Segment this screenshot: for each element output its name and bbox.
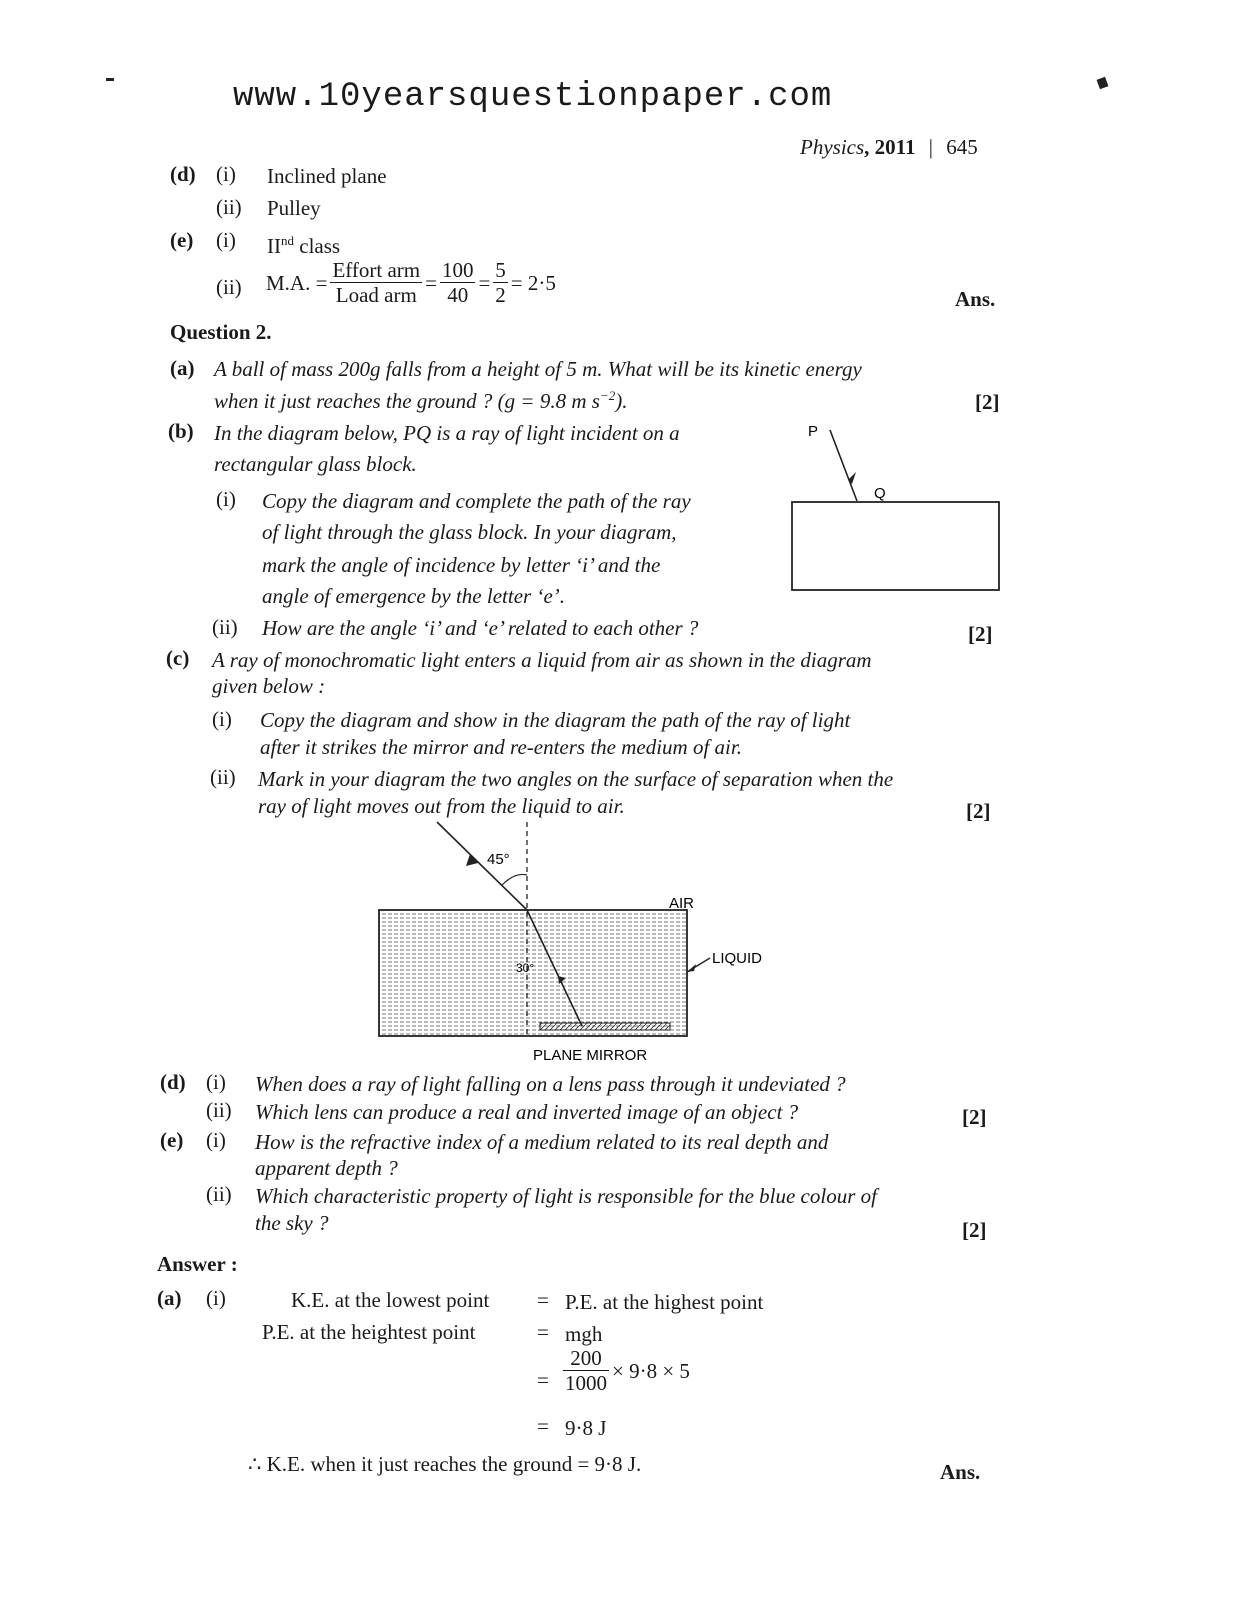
incident-ray [437,822,527,910]
q2-d-label: (d) [160,1070,186,1094]
page-number: 645 [946,135,978,159]
q2-b-marks: [2] [968,622,993,646]
q2-a-marks: [2] [975,390,1000,414]
answer-a-label: (a) [157,1286,182,1310]
q2-d-i-num: (i) [206,1070,226,1094]
q2-c-ii-line1: Mark in your diagram the two angles on the surface of separation when the [258,767,894,791]
incident-ray-pq [830,430,857,501]
q2-c-i-num: (i) [212,707,232,731]
q2-b-i-line4: angle of emergence by the letter ‘e’. [262,584,566,608]
prev-ans: Ans. [955,287,996,311]
q2-c-ii-num: (ii) [210,765,236,789]
prev-d-ii: Pulley [267,196,321,220]
q2-b-i-line2: of light through the glass block. In your diagram, [262,520,677,544]
glass-block [792,502,999,590]
q2-e-ii-num: (ii) [206,1182,232,1206]
answer-ans: Ans. [940,1460,981,1484]
header-separator: | [928,135,933,159]
header-year: 2011 [874,135,916,159]
q2-b-line1: In the diagram below, PQ is a ray of light incident on a [214,421,680,445]
angle-label-30: 30° [516,961,535,975]
answer-row3-expr: $\frac{200}{1000}$ × 9·8 × 5 [565,1346,690,1395]
label-liquid: LIQUID [712,950,763,967]
header-subject: Physics [800,135,865,159]
q2-e-i-line1: How is the refractive index of a medium related to its real depth and [255,1130,829,1154]
q2-e-marks: [2] [962,1218,987,1242]
q2-c-i-line2: after it strikes the mirror and re-enters the medium of air. [260,735,742,759]
q2-b-i-line1: Copy the diagram and complete the path of the ray [262,489,691,513]
scan-mark-left [106,78,114,81]
q2-a-line2: when it just reaches the ground ? (g = 9.8 m $s^{-2}$). [214,388,628,413]
q2-e-i-num: (i) [206,1128,226,1152]
answer-row2-eq: = [537,1320,549,1344]
label-plane-mirror: PLANE MIRROR [533,1047,648,1064]
q2-c-line1: A ray of monochromatic light enters a liquid from air as shown in the diagram [212,648,872,672]
prev-d-label: (d) [170,162,196,186]
prev-d-i: Inclined plane [267,164,387,188]
q2-b-i-num: (i) [216,487,236,511]
q2-b-line2: rectangular glass block. [214,452,417,476]
q2-d-ii: Which lens can produce a real and inverted image of an object ? [255,1100,799,1124]
angle-label-45: 45° [487,851,510,868]
q2-c-ii-line2: ray of light moves out from the liquid to air. [258,794,625,818]
q2-c-i-line1: Copy the diagram and show in the diagram the path of the ray of light [260,708,851,732]
q2-a-label: (a) [170,356,195,380]
answer-row1-lhs: K.E. at the lowest point [291,1288,490,1312]
prev-d-ii-num: (ii) [216,195,242,219]
answer-row2-lhs: P.E. at the heightest point [262,1320,476,1344]
mechanical-advantage-equation: M.A. = $\frac{\text{Effort arm}}{\text{Load arm}}$ = $\frac{100}{40}$ = $\frac{5}{2}$ = 2·5 [266,258,556,307]
q2-b-i-line3: mark the angle of incidence by letter ‘i’ and the [262,553,661,577]
scan-mark-right [1097,77,1109,89]
q2-c-line2: given below : [212,674,326,698]
angle-arc-45 [502,874,527,885]
answer-a-num: (i) [206,1286,226,1310]
q2-d-ii-num: (ii) [206,1098,232,1122]
answer-final: ∴ K.E. when it just reaches the ground = 9·8 J. [248,1452,642,1476]
glass-block-diagram [780,420,1010,615]
q2-e-i-line2: apparent depth ? [255,1156,398,1180]
q2-e-ii-line1: Which characteristic property of light is responsible for the blue colour of [255,1184,877,1208]
answer-title: Answer : [157,1252,238,1276]
prev-e-i-num: (i) [216,228,236,252]
label-p: P [808,423,819,440]
q2-e-ii-line2: the sky ? [255,1211,329,1235]
q2-b-label: (b) [168,419,194,443]
answer-row4-rhs: 9·8 J [565,1416,607,1440]
q2-b-ii: How are the angle ‘i’ and ‘e’ related to each other ? [262,616,699,640]
prev-e-ii-num: (ii) [216,275,242,299]
q2-e-label: (e) [160,1128,184,1152]
plane-mirror [540,1023,670,1030]
prev-e-label: (e) [170,228,194,252]
answer-row4-eq: = [537,1414,549,1438]
running-header: Physics, 2011 | 645 [800,135,978,159]
q2-a-line1: A ball of mass 200g falls from a height of 5 m. What will be its kinetic energy [214,357,862,381]
label-air: AIR [669,895,695,912]
q2-d-i: When does a ray of light falling on a lens pass through it undeviated ? [255,1072,846,1096]
liquid-mirror-diagram [370,820,790,1070]
q2-c-marks: [2] [966,799,991,823]
q2-d-marks: [2] [962,1105,987,1129]
answer-row3-eq: = [537,1368,549,1392]
prev-e-i: IInd class [267,233,341,258]
answer-row1-eq: = [537,1288,549,1312]
answer-row2-rhs: mgh [565,1322,603,1346]
watermark: www.10yearsquestionpaper.com [233,78,833,116]
prev-d-i-num: (i) [216,162,236,186]
label-q: Q [874,485,886,502]
answer-row1-rhs: P.E. at the highest point [565,1290,764,1314]
question-title: Question 2. [170,320,272,344]
q2-c-label: (c) [166,646,190,670]
q2-b-ii-num: (ii) [212,615,238,639]
